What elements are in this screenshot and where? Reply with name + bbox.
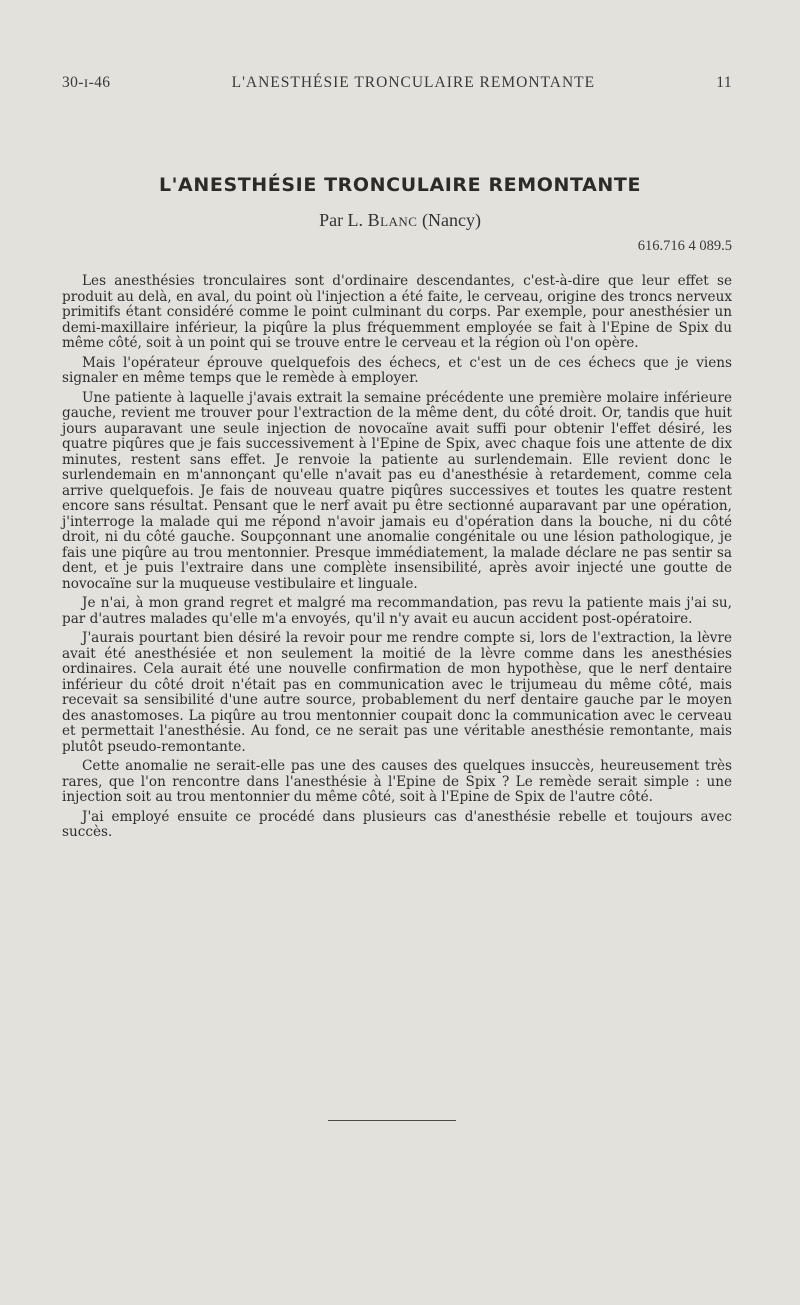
byline [0,210,800,231]
author-name: Blanc [367,210,418,230]
paragraph: J'ai employé ensuite ce procédé dans plusieurs cas d'anesthésie rebelle et toujours avec succès. [62,808,732,840]
running-title: L'ANESTHÉSIE TRONCULAIRE REMONTANTE [231,74,596,91]
paragraph: Une patiente à laquelle j'avais extrait la semaine précédente une première molaire inférieure gauche, revient me trouver pour l'extraction de la même dent, du côté droit. Or, tandis que huit jours auparavant une seule injection de novocaïne avait suffi pour obtenir l'effet désiré, les quatre piqûres que je fais successivement à l'Epine de Spix, avec chaque fois une attente de dix minutes, restent sans effet. Je renvoie la patiente au surlendemain. Elle revient donc le surlendemain en m'annonçant qu'elle n'avait pas eu d'anesthésie à retardement, comme cela arrive quelquefois. Je fais de nouveau quatre piqûres successives et toutes les quatre restent encore sans résultat. Pensant que le nerf avait pu être sectionné auparavant par une opération, j'interroge la malade qui me répond n'avoir jamais eu d'opération dans la bouche, ni du côté droit, ni du côté gauche. Soupçonnant une anomalie congénitale ou une lésion pathologique, je fais une piqûre au trou mentonnier. Presque immédiatement, la malade déclare ne pas sentir sa dent, et je puis l'extraire dans une complète insensibilité, après avoir injecté une goutte de novocaïne sur la muqueuse vestibulaire et linguale. [62,389,732,592]
paragraph: J'aurais pourtant bien désiré la revoir pour me rendre compte si, lors de l'extraction, la lèvre avait été anesthésiée et non seulement la moitié de la lèvre comme dans les anesthésies ordinaires. Cela aurait été une nouvelle confirmation de mon hypothèse, que le nerf dentaire inférieur du côté droit n'était pas en communication avec le trijumeau du même côté, mais recevait sa sensibilité d'une autre source, probablement du nerf dentaire gauche par le moyen des anastomoses. La piqûre au trou mentonnier coupait donc la communication avec le cerveau et permettait l'anesthésie. Au fond, ce ne serait pas une véritable anesthésie remontante, mais plutôt pseudo-remontante. [62,630,732,755]
end-rule-divider [328,1120,456,1121]
article-body [62,274,732,845]
article-title: L'ANESTHÉSIE TRONCULAIRE REMONTANTE [158,174,642,196]
paragraph: Cette anomalie ne serait-elle pas une des causes des quelques insuccès, heureusement très rares, que l'on rencontre dans l'anesthésie à l'Epine de Spix ? Le remède serait simple : une injection soit au trou mentonnier du même côté, soit à l'Epine de Spix de l'autre côté. [62,758,732,805]
author-affiliation: (Nancy) [421,210,481,230]
running-header [62,74,732,92]
byline-prefix: Par L. [319,210,364,230]
paragraph: Les anesthésies tronculaires sont d'ordinaire descendantes, c'est-à-dire que leur effet se produit au delà, en aval, du point où l'injection a été faite, le cerveau, origine des troncs nerveux primitifs étant considéré comme le point culminant du corps. Par exemple, pour anesthésier un demi-maxillaire inférieur, la piqûre la plus fréquemment employée se fait à l'Epine de Spix du même côté, soit à un point qui se trouve entre le cerveau et la région où l'on opère. [62,273,732,351]
classification-code: 616.716 4 089.5 [637,238,732,254]
issue-date: 30-ɪ-46 [62,74,111,91]
page-number: 11 [716,74,732,91]
paragraph: Mais l'opérateur éprouve quelquefois des échecs, et c'est un de ces échecs que je viens signaler en même temps que le remède à employer. [62,354,732,386]
paragraph: Je n'ai, à mon grand regret et malgré ma recommandation, pas revu la patiente mais j'ai su, par d'autres malades qu'elle m'a envoyés, qu'il n'y avait eu aucun accident post-opératoire. [62,595,732,627]
